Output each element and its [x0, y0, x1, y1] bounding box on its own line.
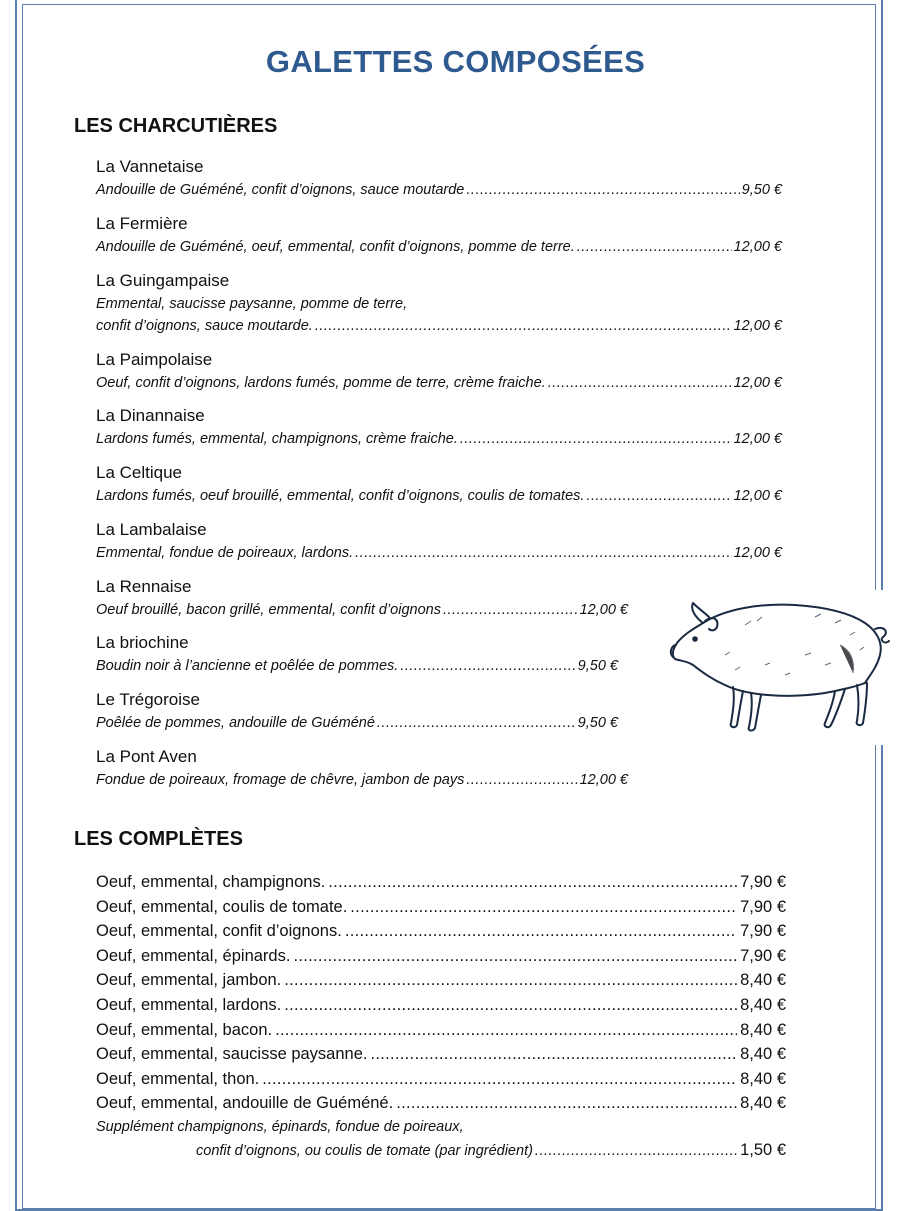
item-price: 12,00 € [733, 545, 782, 561]
menu-item-dinannaise [96, 404, 782, 450]
item-name: La Dinannaise [96, 406, 205, 425]
leader-dots [293, 944, 737, 969]
supplement-desc: confit d’oignons, ou coulis de tomate (par ingrédient) [196, 1143, 533, 1159]
item-desc-line [96, 372, 782, 394]
menu-row [96, 993, 786, 1018]
item-desc: Emmental, fondue de poireaux, lardons. [96, 545, 354, 561]
leader-dots [328, 870, 737, 895]
leader-dots [466, 179, 739, 201]
menu-item-tregoroise [96, 688, 618, 734]
leader-dots [345, 919, 737, 944]
row-label: Oeuf, emmental, andouille de Guéméné. [96, 1094, 394, 1113]
item-price: 9,50 € [577, 715, 618, 731]
item-desc-line [96, 712, 618, 734]
leader-dots [350, 895, 737, 920]
menu-row [96, 944, 786, 969]
menu-row [96, 870, 786, 895]
item-desc: Boudin noir à l’ancienne et poêlée de pommes. [96, 658, 399, 674]
leader-dots [400, 655, 575, 677]
row-price: 7,90 € [740, 946, 786, 965]
item-desc: Lardons fumés, emmental, champignons, crème fraiche. [96, 431, 458, 447]
leader-dots [284, 993, 737, 1018]
item-desc-line [96, 236, 782, 258]
row-label: Oeuf, emmental, coulis de tomate. [96, 897, 348, 916]
leader-dots [355, 542, 731, 564]
item-desc: Oeuf brouillé, bacon grillé, emmental, confit d’oignons [96, 602, 441, 618]
row-price: 8,40 € [740, 1094, 786, 1113]
row-label: Oeuf, emmental, jambon. [96, 971, 282, 990]
row-price: 7,90 € [740, 897, 786, 916]
leader-dots [535, 1139, 738, 1163]
menu-item-vannetaise [96, 155, 782, 201]
leader-dots [377, 712, 576, 734]
item-name: La briochine [96, 633, 189, 652]
row-price: 8,40 € [740, 996, 786, 1014]
item-name: La Rennaise [96, 577, 192, 596]
item-price: 9,50 € [741, 182, 782, 198]
supplement-price: 1,50 € [740, 1141, 786, 1159]
menu-row [96, 1042, 786, 1067]
supplement-note [96, 1116, 786, 1163]
leader-dots [586, 485, 731, 507]
menu-row [96, 919, 786, 944]
row-price: 8,40 € [740, 1020, 786, 1039]
item-name: La Guingampaise [96, 271, 230, 290]
leader-dots [275, 1018, 737, 1043]
menu-row [96, 1067, 786, 1092]
pig-illustration [665, 595, 890, 735]
leader-dots [262, 1067, 737, 1092]
supplement-line-1: Supplément champignons, épinards, fondue de poireaux, [96, 1119, 464, 1135]
item-desc: Andouille de Guéméné, confit d’oignons, sauce moutarde [96, 182, 465, 198]
leader-dots [396, 1091, 737, 1116]
menu-item-guingampaise [96, 269, 782, 337]
menu-row [96, 1018, 786, 1043]
item-desc: Poêlée de pommes, andouille de Guéméné [96, 715, 375, 731]
item-price: 12,00 € [733, 239, 782, 255]
page-title: GALETTES COMPOSÉES [265, 44, 646, 79]
leader-dots [284, 968, 737, 993]
item-desc: Andouille de Guéméné, oeuf, emmental, confit d’oignons, pomme de terre. [96, 239, 575, 255]
row-label: Oeuf, emmental, saucisse paysanne. [96, 1045, 368, 1064]
item-price: 12,00 € [733, 431, 782, 447]
row-label: Oeuf, emmental, lardons. [96, 996, 282, 1014]
menu-row [96, 895, 786, 920]
supplement-line-2 [96, 1138, 786, 1163]
row-label: Oeuf, emmental, thon. [96, 1069, 260, 1088]
item-name: La Vannetaise [96, 157, 204, 176]
section-title-completes: LES COMPLÈTES [74, 828, 243, 850]
item-desc: Oeuf, confit d’oignons, lardons fumés, pomme de terre, crème fraiche. [96, 375, 546, 391]
item-desc: Fondue de poireaux, fromage de chêvre, jambon de pays [96, 772, 465, 788]
item-price: 12,00 € [733, 318, 782, 334]
section-title-charcutieres: LES CHARCUTIÈRES [74, 115, 278, 137]
row-price: 7,90 € [740, 873, 786, 891]
item-price: 12,00 € [733, 488, 782, 504]
row-price: 8,40 € [740, 971, 786, 990]
row-price: 7,90 € [740, 922, 786, 941]
item-desc-line [96, 315, 782, 337]
leader-dots [370, 1042, 737, 1067]
leader-dots [548, 372, 732, 394]
item-name: La Pont Aven [96, 747, 197, 766]
leader-dots [577, 236, 732, 258]
item-desc: Lardons fumés, oeuf brouillé, emmental, confit d’oignons, coulis de tomates. [96, 488, 585, 504]
menu-row [96, 1091, 786, 1116]
item-desc-line [96, 179, 782, 201]
leader-dots [315, 315, 732, 337]
item-name: Le Trégoroise [96, 690, 200, 709]
item-desc-line [96, 542, 782, 564]
item-name: La Fermière [96, 214, 188, 233]
row-price: 8,40 € [740, 1069, 786, 1088]
menu-item-celtique [96, 461, 782, 507]
leader-dots [466, 769, 577, 791]
item-desc: Emmental, saucisse paysanne, pomme de terre, [96, 296, 408, 312]
item-desc-line [96, 485, 782, 507]
menu-item-rennaise [96, 575, 628, 621]
row-label: Oeuf, emmental, bacon. [96, 1020, 273, 1039]
menu-item-fermiere [96, 212, 782, 258]
row-price: 8,40 € [740, 1045, 786, 1064]
menu-row [96, 968, 786, 993]
item-price: 9,50 € [577, 658, 618, 674]
item-price: 12,00 € [579, 772, 628, 788]
item-name: La Celtique [96, 463, 183, 482]
item-desc-line [96, 655, 618, 677]
row-label: Oeuf, emmental, épinards. [96, 946, 291, 965]
item-name: La Paimpolaise [96, 350, 213, 369]
row-label: Oeuf, emmental, confit d’oignons. [96, 922, 342, 941]
item-desc-line [96, 428, 782, 450]
leader-dots [443, 599, 578, 621]
menu-item-lambalaise [96, 518, 782, 564]
menu-item-paimpolaise [96, 348, 782, 394]
menu-item-pont-aven [96, 745, 628, 791]
leader-dots [460, 428, 732, 450]
row-label: Oeuf, emmental, champignons. [96, 873, 326, 891]
item-desc: confit d’oignons, sauce moutarde. [96, 318, 313, 334]
item-price: 12,00 € [579, 602, 628, 618]
item-desc-line [96, 769, 628, 791]
item-name: La Lambalaise [96, 520, 207, 539]
menu-item-briochine [96, 631, 618, 677]
item-desc-line [96, 599, 628, 621]
item-price: 12,00 € [733, 375, 782, 391]
